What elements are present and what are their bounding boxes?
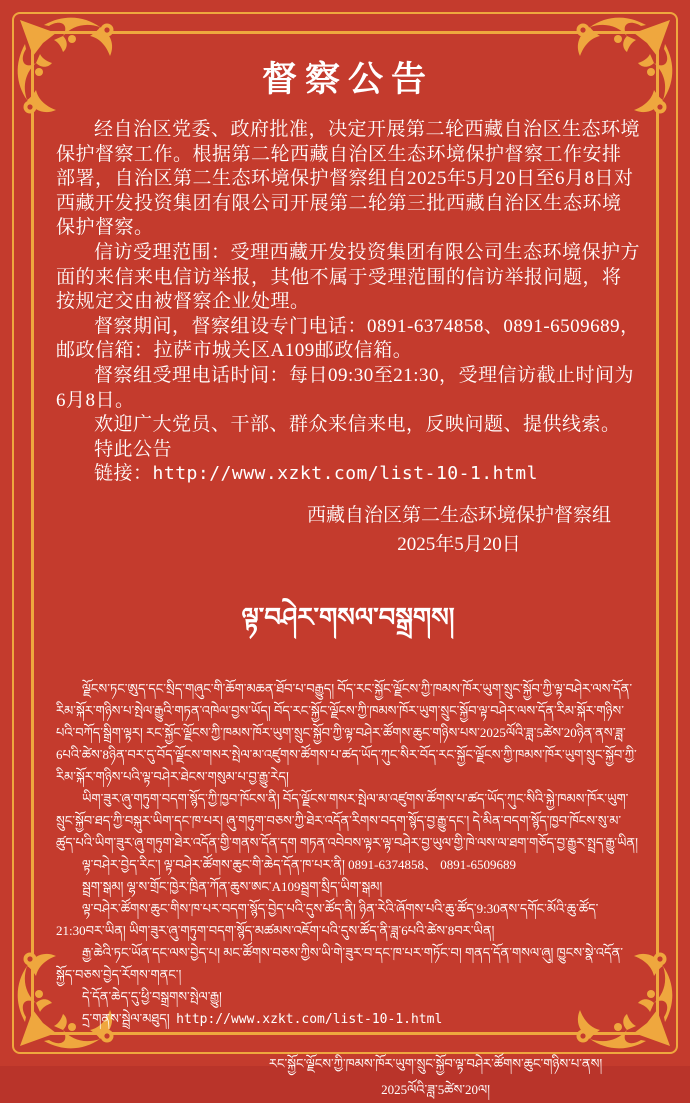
cn-paragraph-approval: 经自治区党委、政府批准，决定开展第二轮西藏自治区生态环境保护督察工作。根据第二轮西藏自治区生态环境保护督察工作安排部署，自治区第二生态环境保护督察组自2025年5月20日至6月8日对西藏开发投资集团有限公司开展第二轮第三批西藏自治区生态环境保护督察。 [56, 119, 641, 239]
bo-signature: རང་སྐྱོང་ལྗོངས་ཀྱི་ཁམས་ཁོར་ཡུག་སྲུང་སྐྱོབ་ལྟ་བཤེར་ཚོགས་ཆུང་གཉིས་པ་ནས། [268, 1055, 603, 1071]
cn-paragraph-hours: 督察组受理电话时间：每日09:30至21:30，受理信访截止时间为6月8日。 [56, 364, 635, 411]
cn-signature: 西藏自治区第二生态环境保护督察组 [306, 504, 611, 526]
signature-block-tibetan [231, 1051, 640, 1103]
notice-body-tibetan [56, 678, 640, 1031]
bo-paragraph-hereby: དེ་དོན་ཆེད་དུ་ཕྱི་བསྒྲགས་སྤེལ་རྒྱུ། [82, 988, 222, 1004]
notice-content [56, 46, 641, 1097]
bo-link-label: དྲ་གནས་སྦྲེལ་མཐུད། [82, 1010, 170, 1026]
notice-title-tibetan: ལྟ་བཤེར་གསལ་བསྒྲགས། [241, 602, 455, 632]
notice-title-chinese: 督察公告 [261, 60, 434, 99]
bo-date: 2025ལོའི་ཟླ་5ཚེས་20ལ། [381, 1081, 491, 1097]
notice-url-link[interactable]: http://www.xzkt.com/list-10-1.html [152, 463, 538, 485]
bo-paragraph-approval: ལྗོངས་ཏང་ཨུད་དང་སྲིད་གཞུང་གི་ཆོག་མཆན་ཐོབ་པ་བརྒྱུད། བོད་རང་སྐྱོང་ལྗོངས་ཀྱི་ཁམས་ཁོར་ཡུག་སྲུང་སྐྱོབ་ཀྱི་ལྟ་བཤེར་ལས་དོན་རིམ་སྐོར་གཉིས་པ་སྤེལ་རྒྱུའི་གཏན་འཁེལ་བྱས་ཡོད། བོད་རང་སྐྱོང་ལྗོངས་ཀྱི་ཁམས་ཁོར་ཡུག་སྲུང་སྐྱོབ་ལྟ་བཤེར་ལས་དོན་རིམ་སྐོར་གཉིས་པའི་བཀོད་སྒྲིག་ལྟར། རང་སྐྱོང་ལྗོངས་ཀྱི་ཁམས་ཁོར་ཡུག་སྲུང་སྐྱོབ་ཀྱི་ལྟ་བཤེར་ཚོགས་ཆུང་གཉིས་པས་2025ལོའི་ཟླ་5ཚེས་20ཉིན་ནས་ཟླ་6པའི་ཚེས་8ཉིན་བར་དུ་བོད་ལྗོངས་གསར་སྤེལ་མ་འཛུགས་ཚོགས་པ་ཚད་ཡོད་ཀུང་སིར་བོད་རང་སྐྱོང་ལྗོངས་ཀྱི་ཁམས་ཁོར་ཡུག་སྲུང་སྐྱོབ་ཀྱི་རིམ་སྐོར་གཉིས་པའི་ལྟ་བཤེར་ཐེངས་གསུམ་པ་བྱ་རྒྱུ་རེད། [56, 680, 637, 784]
notice-url-link-tibetan[interactable]: http://www.xzkt.com/list-10-1.html [176, 1011, 443, 1027]
bo-paragraph-scope: ཡིག་ཟུར་ཞུ་གཏུག་བདག་སྙོད་ཀྱི་ཁྱབ་ཁོངས་ནི། བོད་ལྗོངས་གསར་སྤེལ་མ་འཛུགས་ཚོགས་པ་ཚད་ཡོད་ཀུང་སིའི་སྐྱེ་ཁམས་ཁོར་ཡུག་སྲུང་སྐྱོབ་ཐད་ཀྱི་བསྐུར་ཡིག་དང་ཁ་པར། ཞུ་གཏུག་བཅས་ཀྱི་ཐེར་འདོན་རིགས་བདག་སྙོད་བྱ་རྒྱུ་དང་། དེ་མིན་བདག་སྙོད་ཁྱབ་ཁོངས་སུ་མ་ཚུད་པའི་ཡིག་ཟུར་ཞུ་གཏུག་ཐེར་འདོན་གྱི་གནས་དོན་དག གཏན་འབེབས་ལྟར་ལྟ་བཤེར་བྱ་ཡུལ་གྱི་ཁེ་ལས་ལ་ཐག་གཅོད་བྱ་རྒྱུར་སྤྲད་རྒྱུ་ཡིན། [56, 790, 638, 850]
bo-paragraph-welcome: རྒྱ་ཆེའི་ཏང་ཡོན་དང་ལས་བྱེད་པ། མང་ཚོགས་བཅས་ཀྱིས་ཡི་གེ་ཟུར་བ་དང་ཁ་པར་གཏོང་བ། གནད་དོན་གསལ་ཞུ། ཁྱུངས་སྣེ་འདོན་སྐྱོད་བཅས་བྱེད་རོགས་གནང་། [56, 944, 623, 982]
bo-link-line [56, 1008, 640, 1031]
cn-date: 2025年5月20日 [397, 533, 521, 555]
bo-paragraph-phone: ལྟ་བཤེར་བྱེད་རིང་། ལྟ་བཤེར་ཚོགས་ཆུང་གི་ཆེད་དོན་ཁ་པར་ནི། 0891-6374858、 0891-6509689 [82, 856, 517, 872]
cn-paragraph-contacts: 督察期间，督察组设专门电话：0891-6374858、0891-6509689，邮政信箱：拉萨市城关区A109邮政信箱。 [56, 315, 640, 362]
cn-paragraph-hereby: 特此公告 [94, 438, 173, 460]
cn-paragraph-welcome: 欢迎广大党员、干部、群众来信来电，反映问题、提供线索。 [94, 414, 621, 436]
cn-paragraph-scope: 信访受理范围：受理西藏开发投资集团有限公司生态环境保护方面的来信来电信访举报，其他不属于受理范围的信访举报问题，将按规定交由被督察企业处理。 [56, 241, 641, 313]
signature-block-chinese [278, 501, 640, 559]
notice-body-chinese [56, 118, 640, 487]
cn-link-label: 链接： [94, 463, 153, 485]
bo-paragraph-mailbox: སྦྲག་སྒམ། ལྷ་ས་གྲོང་ཁྱེར་ཁྲིན་ཀོན་ཆུས་ཨང་A109སྦྲག་སྲིད་ཡིག་སྒམ། [82, 878, 383, 894]
cn-link-line [56, 462, 640, 487]
bo-paragraph-hours: ལྟ་བཤེར་ཚོགས་ཆུང་གིས་ཁ་པར་བདག་སྙོད་བྱེད་པའི་དུས་ཚོད་ནི། ཉིན་རེའི་ཞོགས་པའི་ཆུ་ཚོད་9:30ནས་དགོང་མོའི་ཆུ་ཚོད་21:30བར་ཡིན། ཡིག་ཟུར་ཞུ་གཏུག་བདག་སྙོད་མཚམས་འཇོག་པའི་དུས་ཚོད་ནི་ཟླ་6པའི་ཚེས་8བར་ཡིན། [56, 900, 599, 938]
